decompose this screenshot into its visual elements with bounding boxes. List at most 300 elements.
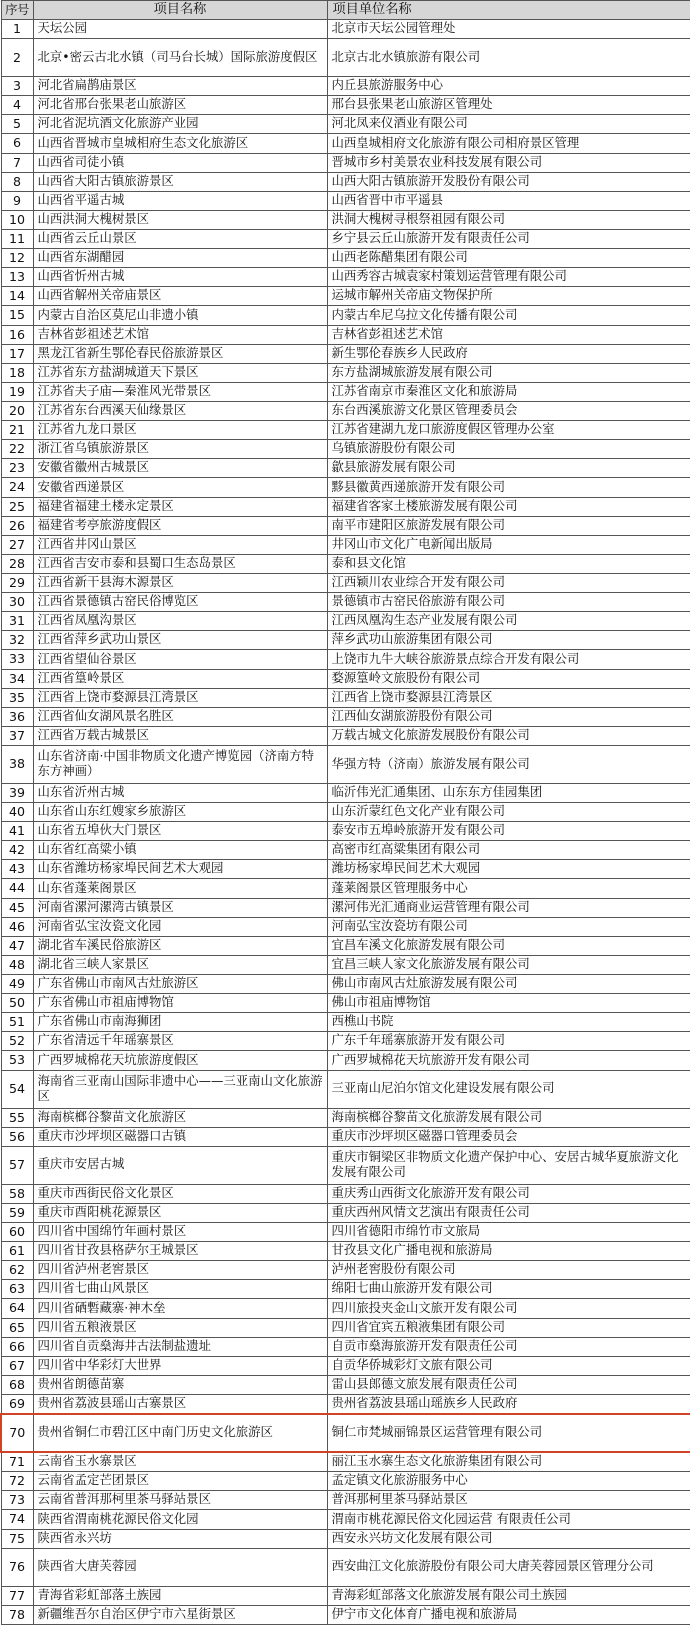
project-name-cell: 山西省东湖醋园 xyxy=(33,249,327,268)
project-unit-cell: 北京古北水镇旅游有限公司 xyxy=(327,39,690,77)
project-unit-cell: 西樵山书院 xyxy=(327,1013,690,1032)
project-unit-cell: 青海彩虹部落文化旅游发展有限公司土族园 xyxy=(327,1586,690,1605)
table-row xyxy=(1,1261,690,1280)
project-name-cell: 广西罗城棉花天坑旅游度假区 xyxy=(33,1051,327,1070)
row-index-cell: 21 xyxy=(1,421,33,440)
row-index-cell: 58 xyxy=(1,1184,33,1203)
project-name-cell: 山东省潍坊杨家埠民间艺术大观园 xyxy=(33,860,327,879)
row-index-cell: 22 xyxy=(1,440,33,459)
table-row xyxy=(1,1414,690,1452)
project-unit-cell: 东台西溪旅游文化景区管理委员会 xyxy=(327,401,690,420)
project-unit-cell: 山东沂蒙红色文化产业有限公司 xyxy=(327,803,690,822)
row-index-cell: 39 xyxy=(1,783,33,802)
project-name-cell: 青海省彩虹部落土族园 xyxy=(33,1586,327,1605)
project-unit-cell: 洪洞大槐树寻根祭祖园有限公司 xyxy=(327,210,690,229)
row-index-cell: 54 xyxy=(1,1070,33,1108)
table-row xyxy=(1,287,690,306)
row-index-cell: 78 xyxy=(1,1605,33,1624)
project-unit-cell: 上饶市九牛大峡谷旅游景点综合开发有限公司 xyxy=(327,650,690,669)
project-name-cell: 吉林省彭祖述艺术馆 xyxy=(33,325,327,344)
project-name-cell: 江西省万载古城景区 xyxy=(33,726,327,745)
project-name-cell: 山东省蓬莱阁景区 xyxy=(33,879,327,898)
table-row xyxy=(1,1127,690,1146)
project-name-cell: 海南槟榔谷黎苗文化旅游区 xyxy=(33,1108,327,1127)
table-row xyxy=(1,1395,690,1415)
project-unit-cell: 四川省德阳市绵竹市文旅局 xyxy=(327,1223,690,1242)
row-index-cell: 38 xyxy=(1,745,33,783)
table-body xyxy=(1,20,690,1625)
table-row xyxy=(1,879,690,898)
project-unit-cell: 景德镇市古窑民俗旅游有限公司 xyxy=(327,593,690,612)
project-unit-cell: 重庆西州风情文艺演出有限责任公司 xyxy=(327,1203,690,1222)
row-index-cell: 67 xyxy=(1,1356,33,1375)
project-name-cell: 山东省红高粱小镇 xyxy=(33,841,327,860)
project-unit-cell: 自贡市燊海旅游开发有限责任公司 xyxy=(327,1337,690,1356)
row-index-cell: 19 xyxy=(1,382,33,401)
row-index-cell: 63 xyxy=(1,1280,33,1299)
project-unit-cell: 晋城市乡村美景农业科技发展有限公司 xyxy=(327,153,690,172)
table-row xyxy=(1,96,690,115)
table-row xyxy=(1,1548,690,1586)
row-index-cell: 7 xyxy=(1,153,33,172)
project-name-cell: 贵州省铜仁市碧江区中南门历史文化旅游区 xyxy=(33,1414,327,1452)
row-index-cell: 29 xyxy=(1,573,33,592)
row-index-cell: 31 xyxy=(1,612,33,631)
project-name-cell: 河北省泥坑酒文化旅游产业园 xyxy=(33,115,327,134)
project-name-cell: 新疆维吾尔自治区伊宁市六星街景区 xyxy=(33,1605,327,1624)
project-name-cell: 江西省新干县海木源景区 xyxy=(33,573,327,592)
row-index-cell: 59 xyxy=(1,1203,33,1222)
table-row xyxy=(1,1356,690,1375)
project-unit-cell: 华强方特（济南）旅游发展有限公司 xyxy=(327,745,690,783)
table-row xyxy=(1,745,690,783)
table-row xyxy=(1,306,690,325)
row-index-cell: 3 xyxy=(1,77,33,96)
project-name-cell: 云南省孟定芒团景区 xyxy=(33,1472,327,1491)
project-name-cell: 重庆市酉阳桃花源景区 xyxy=(33,1203,327,1222)
row-index-cell: 49 xyxy=(1,975,33,994)
project-name-cell: 四川省硒磛藏寨·神木垒 xyxy=(33,1299,327,1318)
row-index-cell: 18 xyxy=(1,363,33,382)
table-row xyxy=(1,1032,690,1051)
project-unit-cell: 西安曲江文化旅游股份有限公司大唐芙蓉园景区管理分公司 xyxy=(327,1548,690,1586)
project-unit-cell: 雷山县郎德文旅发展有限责任公司 xyxy=(327,1375,690,1394)
project-unit-cell: 泰和县文化馆 xyxy=(327,554,690,573)
project-unit-cell: 山西皇城相府文化旅游有限公司相府景区管理 xyxy=(327,134,690,153)
project-unit-cell: 婺源篁岭文旅股份有限公司 xyxy=(327,669,690,688)
row-index-cell: 26 xyxy=(1,516,33,535)
project-unit-cell: 内蒙古牟尼乌拉文化传播有限公司 xyxy=(327,306,690,325)
table-row xyxy=(1,478,690,497)
table-row xyxy=(1,1510,690,1529)
table-row xyxy=(1,975,690,994)
project-name-cell: 山东省五埠伙大门景区 xyxy=(33,822,327,841)
project-name-cell: 云南省玉水寨景区 xyxy=(33,1452,327,1472)
row-index-cell: 69 xyxy=(1,1395,33,1415)
project-unit-cell: 广西罗城棉花天坑旅游开发有限公司 xyxy=(327,1051,690,1070)
project-unit-cell: 内丘县旅游服务中心 xyxy=(327,77,690,96)
project-name-cell: 江苏省东方盐湖城道天下景区 xyxy=(33,363,327,382)
project-name-cell: 重庆市安居古城 xyxy=(33,1146,327,1184)
row-index-cell: 77 xyxy=(1,1586,33,1605)
project-unit-cell: 江苏省南京市秦淮区文化和旅游局 xyxy=(327,382,690,401)
row-index-cell: 36 xyxy=(1,707,33,726)
project-unit-cell: 江西凤凰沟生态产业发展有限公司 xyxy=(327,612,690,631)
project-name-cell: 河北省扁鹊庙景区 xyxy=(33,77,327,96)
project-name-cell: 四川省七曲山风景区 xyxy=(33,1280,327,1299)
project-name-cell: 内蒙古自治区莫尼山非遗小镇 xyxy=(33,306,327,325)
table-row xyxy=(1,516,690,535)
row-index-cell: 55 xyxy=(1,1108,33,1127)
project-unit-cell: 渭南市桃花源民俗文化园运营 有限责任公司 xyxy=(327,1510,690,1529)
table-row xyxy=(1,803,690,822)
project-unit-cell: 泸州老窖股份有限公司 xyxy=(327,1261,690,1280)
row-index-cell: 32 xyxy=(1,631,33,650)
project-unit-cell: 乌镇旅游股份有限公司 xyxy=(327,440,690,459)
row-index-cell: 53 xyxy=(1,1051,33,1070)
project-name-cell: 河南省弘宝汝瓷文化园 xyxy=(33,917,327,936)
table-row xyxy=(1,631,690,650)
project-name-cell: 江西省上饶市婺源县江湾景区 xyxy=(33,688,327,707)
row-index-cell: 47 xyxy=(1,936,33,955)
row-index-cell: 72 xyxy=(1,1472,33,1491)
table-row xyxy=(1,1184,690,1203)
project-unit-cell: 丽江玉水寨生态文化旅游集团有限公司 xyxy=(327,1452,690,1472)
row-index-cell: 15 xyxy=(1,306,33,325)
table-row xyxy=(1,936,690,955)
project-unit-cell: 佛山市南风古灶旅游发展有限公司 xyxy=(327,975,690,994)
row-index-cell: 40 xyxy=(1,803,33,822)
row-index-cell: 71 xyxy=(1,1452,33,1472)
row-index-cell: 68 xyxy=(1,1375,33,1394)
project-name-cell: 黑龙江省新生鄂伦春民俗旅游景区 xyxy=(33,344,327,363)
project-unit-cell: 河南弘宝汝瓷坊有限公司 xyxy=(327,917,690,936)
table-row xyxy=(1,554,690,573)
project-unit-cell: 漯河伟光汇通商业运营管理有限公司 xyxy=(327,898,690,917)
row-index-cell: 28 xyxy=(1,554,33,573)
table-row xyxy=(1,249,690,268)
table-row xyxy=(1,459,690,478)
project-unit-cell: 重庆市沙坪坝区磁器口管理委员会 xyxy=(327,1127,690,1146)
project-unit-cell: 宜昌车溪文化旅游发展有限公司 xyxy=(327,936,690,955)
project-name-cell: 浙江省乌镇旅游景区 xyxy=(33,440,327,459)
row-index-cell: 56 xyxy=(1,1127,33,1146)
row-index-cell: 25 xyxy=(1,497,33,516)
project-name-cell: 湖北省车溪民俗旅游区 xyxy=(33,936,327,955)
project-unit-cell: 西安永兴坊文化发展有限公司 xyxy=(327,1529,690,1548)
table-row xyxy=(1,1337,690,1356)
table-row xyxy=(1,229,690,248)
project-name-cell: 山东省山东红嫂家乡旅游区 xyxy=(33,803,327,822)
table-row xyxy=(1,1605,690,1624)
table-row xyxy=(1,191,690,210)
row-index-cell: 2 xyxy=(1,39,33,77)
table-row xyxy=(1,1318,690,1337)
table-row xyxy=(1,134,690,153)
project-unit-cell: 江西省上饶市婺源县江湾景区 xyxy=(327,688,690,707)
row-index-cell: 8 xyxy=(1,172,33,191)
project-name-cell: 陕西省大唐芙蓉园 xyxy=(33,1548,327,1586)
table-row xyxy=(1,1452,690,1472)
table-row xyxy=(1,421,690,440)
project-name-cell: 江西省望仙谷景区 xyxy=(33,650,327,669)
project-unit-cell: 四川省宜宾五粮液集团有限公司 xyxy=(327,1318,690,1337)
project-name-cell: 山西省解州关帝庙景区 xyxy=(33,287,327,306)
table-row xyxy=(1,1299,690,1318)
project-name-cell: 江西省吉安市泰和县蜀口生态岛景区 xyxy=(33,554,327,573)
project-name-cell: 江西省仙女湖风景名胜区 xyxy=(33,707,327,726)
row-index-cell: 61 xyxy=(1,1242,33,1261)
project-name-cell: 江西省凤凰沟景区 xyxy=(33,612,327,631)
table-row xyxy=(1,1070,690,1108)
table-row xyxy=(1,440,690,459)
table-row xyxy=(1,1051,690,1070)
project-name-cell: 山西省忻州古城 xyxy=(33,268,327,287)
project-unit-cell: 萍乡武功山旅游集团有限公司 xyxy=(327,631,690,650)
project-name-cell: 四川省自贡燊海井古法制盐遗址 xyxy=(33,1337,327,1356)
project-name-cell: 广东省清远千年瑶寨景区 xyxy=(33,1032,327,1051)
row-index-cell: 1 xyxy=(1,20,33,39)
project-unit-cell: 佛山市祖庙博物馆 xyxy=(327,994,690,1013)
row-index-cell: 17 xyxy=(1,344,33,363)
table-row xyxy=(1,172,690,191)
row-index-cell: 20 xyxy=(1,401,33,420)
row-index-cell: 9 xyxy=(1,191,33,210)
row-index-cell: 76 xyxy=(1,1548,33,1586)
table-row xyxy=(1,1013,690,1032)
project-unit-cell: 乡宁县云丘山旅游开发有限责任公司 xyxy=(327,229,690,248)
table-row xyxy=(1,1375,690,1394)
project-name-cell: 江西省井冈山景区 xyxy=(33,535,327,554)
row-index-cell: 11 xyxy=(1,229,33,248)
project-name-cell: 贵州省朗德苗寨 xyxy=(33,1375,327,1394)
project-unit-cell: 东方盐湖城旅游发展有限公司 xyxy=(327,363,690,382)
project-unit-cell: 南平市建阳区旅游发展有限公司 xyxy=(327,516,690,535)
project-unit-cell: 重庆市铜梁区非物质文化遗产保护中心、安居古城华夏旅游文化发展有限公司 xyxy=(327,1146,690,1184)
table-row xyxy=(1,573,690,592)
project-name-cell: 广东省佛山市南海狮团 xyxy=(33,1013,327,1032)
project-unit-cell: 自贡华侨城彩灯文旅有限公司 xyxy=(327,1356,690,1375)
row-index-cell: 24 xyxy=(1,478,33,497)
project-name-cell: 四川省中国绵竹年画村景区 xyxy=(33,1223,327,1242)
project-unit-cell: 福建省客家土楼旅游发展有限公司 xyxy=(327,497,690,516)
row-index-cell: 52 xyxy=(1,1032,33,1051)
project-unit-cell: 普洱那柯里茶马驿站景区 xyxy=(327,1491,690,1510)
table-row xyxy=(1,401,690,420)
project-name-cell: 山东省沂州古城 xyxy=(33,783,327,802)
project-name-cell: 山东省济南·中国非物质文化遗产博览园（济南方特东方神画） xyxy=(33,745,327,783)
project-unit-cell: 泰安市五埠岭旅游开发有限公司 xyxy=(327,822,690,841)
project-unit-cell: 伊宁市文化体育广播电视和旅游局 xyxy=(327,1605,690,1624)
row-index-cell: 35 xyxy=(1,688,33,707)
project-unit-cell: 高密市红高粱集团有限公司 xyxy=(327,841,690,860)
project-name-cell: 四川省泸州老窖景区 xyxy=(33,1261,327,1280)
project-unit-cell: 潍坊杨家埠民间艺术大观园 xyxy=(327,860,690,879)
table-header-row xyxy=(1,1,690,20)
project-name-cell: 安徽省徽州古城景区 xyxy=(33,459,327,478)
project-unit-cell: 山西大阳古镇旅游开发股份有限公司 xyxy=(327,172,690,191)
project-unit-cell: 山西老陈醋集团有限公司 xyxy=(327,249,690,268)
row-index-cell: 64 xyxy=(1,1299,33,1318)
table-row xyxy=(1,822,690,841)
project-unit-cell: 山西省晋中市平遥县 xyxy=(327,191,690,210)
project-name-cell: 山西省司徒小镇 xyxy=(33,153,327,172)
table-row xyxy=(1,860,690,879)
project-unit-cell: 北京市天坛公园管理处 xyxy=(327,20,690,39)
row-index-cell: 73 xyxy=(1,1491,33,1510)
project-unit-cell: 黟县徽黄西递旅游开发有限公司 xyxy=(327,478,690,497)
project-name-cell: 北京•密云古北水镇（司马台长城）国际旅游度假区 xyxy=(33,39,327,77)
table-row xyxy=(1,688,690,707)
project-name-cell: 广东省佛山市南风古灶旅游区 xyxy=(33,975,327,994)
table-row xyxy=(1,20,690,39)
project-unit-cell: 广东千年瑶寨旅游开发有限公司 xyxy=(327,1032,690,1051)
table-row xyxy=(1,726,690,745)
project-unit-cell: 海南槟榔谷黎苗文化旅游发展有限公司 xyxy=(327,1108,690,1127)
row-index-cell: 30 xyxy=(1,593,33,612)
row-index-cell: 34 xyxy=(1,669,33,688)
project-unit-cell: 孟定镇文化旅游服务中心 xyxy=(327,1472,690,1491)
table-row xyxy=(1,898,690,917)
table-row xyxy=(1,1108,690,1127)
project-unit-cell: 蓬莱阁景区管理服务中心 xyxy=(327,879,690,898)
project-unit-cell: 江西颖川农业综合开发有限公司 xyxy=(327,573,690,592)
project-name-cell: 山西省云丘山景区 xyxy=(33,229,327,248)
project-name-cell: 四川省五粮液景区 xyxy=(33,1318,327,1337)
row-index-cell: 46 xyxy=(1,917,33,936)
table-row xyxy=(1,1491,690,1510)
table-row xyxy=(1,917,690,936)
project-name-cell: 山西省大阳古镇旅游景区 xyxy=(33,172,327,191)
column-header-index: 序号 xyxy=(1,1,33,20)
row-index-cell: 5 xyxy=(1,115,33,134)
table-row xyxy=(1,344,690,363)
table-row xyxy=(1,650,690,669)
row-index-cell: 33 xyxy=(1,650,33,669)
row-index-cell: 48 xyxy=(1,955,33,974)
project-name-cell: 山西省晋城市皇城相府生态文化旅游区 xyxy=(33,134,327,153)
table-row xyxy=(1,77,690,96)
project-name-cell: 四川省中华彩灯大世界 xyxy=(33,1356,327,1375)
table-row xyxy=(1,1472,690,1491)
project-name-cell: 贵州省荔波县瑶山古寨景区 xyxy=(33,1395,327,1415)
row-index-cell: 62 xyxy=(1,1261,33,1280)
project-unit-cell: 邢台县张果老山旅游区管理处 xyxy=(327,96,690,115)
project-name-cell: 四川省甘孜县格萨尔王城景区 xyxy=(33,1242,327,1261)
row-index-cell: 50 xyxy=(1,994,33,1013)
column-header-project-name: 项目名称 xyxy=(33,1,327,20)
column-header-project-unit: 项目单位名称 xyxy=(327,1,690,20)
table-row xyxy=(1,1223,690,1242)
row-index-cell: 51 xyxy=(1,1013,33,1032)
row-index-cell: 10 xyxy=(1,210,33,229)
project-unit-cell: 四川旅投夹金山文旅开发有限公司 xyxy=(327,1299,690,1318)
row-index-cell: 16 xyxy=(1,325,33,344)
project-name-cell: 湖北省三峡人家景区 xyxy=(33,955,327,974)
table-row xyxy=(1,783,690,802)
project-name-cell: 天坛公园 xyxy=(33,20,327,39)
project-unit-cell: 江苏省建湖九龙口旅游度假区管理办公室 xyxy=(327,421,690,440)
project-name-cell: 江苏省夫子庙—秦淮风光带景区 xyxy=(33,382,327,401)
row-index-cell: 42 xyxy=(1,841,33,860)
project-name-cell: 陕西省永兴坊 xyxy=(33,1529,327,1548)
table-row xyxy=(1,268,690,287)
row-index-cell: 74 xyxy=(1,1510,33,1529)
project-unit-cell: 河北凤来仪酒业有限公司 xyxy=(327,115,690,134)
project-name-cell: 河南省漯河漯湾古镇景区 xyxy=(33,898,327,917)
row-index-cell: 43 xyxy=(1,860,33,879)
project-unit-cell: 三亚南山尼泊尔馆文化建设发展有限公司 xyxy=(327,1070,690,1108)
project-unit-cell: 歙县旅游发展有限公司 xyxy=(327,459,690,478)
table-row xyxy=(1,497,690,516)
row-index-cell: 14 xyxy=(1,287,33,306)
project-name-cell: 重庆市西街民俗文化景区 xyxy=(33,1184,327,1203)
table-row xyxy=(1,1242,690,1261)
row-index-cell: 66 xyxy=(1,1337,33,1356)
table-row xyxy=(1,39,690,77)
project-unit-cell: 贵州省荔波县瑶山瑶族乡人民政府 xyxy=(327,1395,690,1415)
project-name-cell: 福建省考亭旅游度假区 xyxy=(33,516,327,535)
row-index-cell: 57 xyxy=(1,1146,33,1184)
project-unit-cell: 江西仙女湖旅游股份有限公司 xyxy=(327,707,690,726)
project-unit-cell: 井冈山市文化广电新闻出版局 xyxy=(327,535,690,554)
row-index-cell: 45 xyxy=(1,898,33,917)
project-name-cell: 安徽省西递景区 xyxy=(33,478,327,497)
row-index-cell: 12 xyxy=(1,249,33,268)
project-unit-cell: 吉林省彭祖述艺术馆 xyxy=(327,325,690,344)
table-row xyxy=(1,535,690,554)
table-row xyxy=(1,1529,690,1548)
project-unit-cell: 运城市解州关帝庙文物保护所 xyxy=(327,287,690,306)
row-index-cell: 44 xyxy=(1,879,33,898)
table-header xyxy=(1,1,690,20)
project-unit-cell: 临沂伟光汇通集团、山东东方佳园集团 xyxy=(327,783,690,802)
project-name-cell: 重庆市沙坪坝区磁器口古镇 xyxy=(33,1127,327,1146)
table-row xyxy=(1,669,690,688)
project-name-cell: 福建省福建土楼永定景区 xyxy=(33,497,327,516)
row-index-cell: 37 xyxy=(1,726,33,745)
project-unit-cell: 铜仁市梵城丽锦景区运营管理有限公司 xyxy=(327,1414,690,1452)
table-row xyxy=(1,1280,690,1299)
table-row xyxy=(1,955,690,974)
table-row xyxy=(1,153,690,172)
row-index-cell: 65 xyxy=(1,1318,33,1337)
table-row xyxy=(1,210,690,229)
row-index-cell: 6 xyxy=(1,134,33,153)
project-name-cell: 江苏省东台西溪天仙缘景区 xyxy=(33,401,327,420)
project-name-cell: 陕西省渭南桃花源民俗文化园 xyxy=(33,1510,327,1529)
project-name-cell: 江西省萍乡武功山景区 xyxy=(33,631,327,650)
project-unit-cell: 新生鄂伦春族乡人民政府 xyxy=(327,344,690,363)
project-unit-cell: 山西秀容古城袁家村策划运营管理有限公司 xyxy=(327,268,690,287)
table-row xyxy=(1,841,690,860)
project-unit-cell: 重庆秀山西街文化旅游开发有限公司 xyxy=(327,1184,690,1203)
table-row xyxy=(1,1146,690,1184)
project-unit-cell: 甘孜县文化广播电视和旅游局 xyxy=(327,1242,690,1261)
row-index-cell: 70 xyxy=(1,1414,33,1452)
table-row xyxy=(1,1203,690,1222)
table-row xyxy=(1,707,690,726)
row-index-cell: 75 xyxy=(1,1529,33,1548)
project-name-cell: 云南省普洱那柯里茶马驿站景区 xyxy=(33,1491,327,1510)
project-name-cell: 江苏省九龙口景区 xyxy=(33,421,327,440)
row-index-cell: 4 xyxy=(1,96,33,115)
project-name-cell: 广东省佛山市祖庙博物馆 xyxy=(33,994,327,1013)
row-index-cell: 41 xyxy=(1,822,33,841)
table-row xyxy=(1,382,690,401)
project-name-cell: 山西省平遥古城 xyxy=(33,191,327,210)
row-index-cell: 60 xyxy=(1,1223,33,1242)
